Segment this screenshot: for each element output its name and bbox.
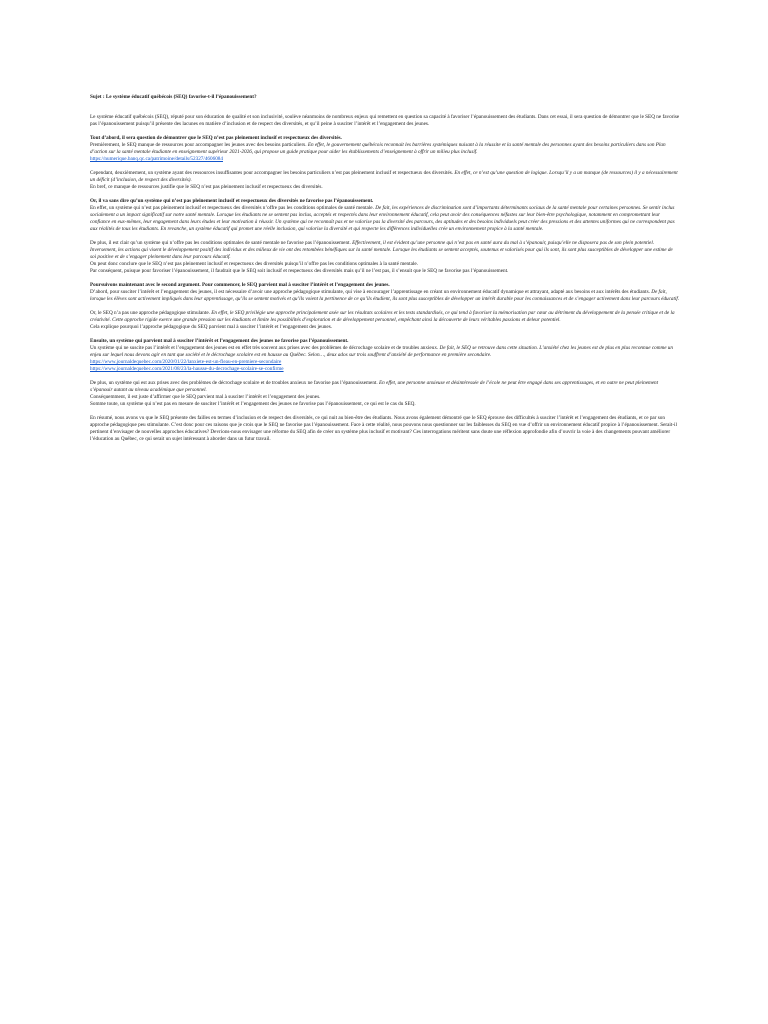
section1-p2-text: Cependant, deuxièmement, un système ayant des ressources insuffisantes pour accompagner les besoins particuliers n’est pas pleinement inclusif et respectueux des diversités. xyxy=(90,170,455,176)
section2-paragraph1 xyxy=(90,205,680,233)
section2-p2-text: De plus, il est clair qu’un système qui n’offre pas les conditions optimales de santé mentale ne favorise pas l’épanouissement. xyxy=(90,240,353,246)
section3-conclusion: Cela explique pourquoi l’approche pédagogique du SEQ parvient mal à susciter l’intérêt et l’engagement des jeunes. xyxy=(90,324,333,330)
section4-heading: Ensuite, un système qui parvient mal à susciter l’intérêt et l’engagement des jeunes ne favorise pas l’épanouissement. xyxy=(90,338,349,344)
section1-p1-italic: En effet, le gouvernement québécois reconnait les barrières systémiques nuisant à la réussite et la santé mentale des personnes ayant des besoins particuliers dans son Plan d’action sur la santé mentale étudiante en enseignement supérieur 2021-2026, qui propose un guide pratique pour aider les établissements d’enseignement à offrir un milieu plus inclusif. xyxy=(90,142,666,155)
section2-line3: Par conséquent, puisque pour favoriser l’épanouissement, il faudrait que le SEQ soit inclusif et respectueux des diversités mais qu’il ne l’est pas, il s’ensuit que le SEQ ne favorise pas l’épanouissement. xyxy=(90,268,509,274)
section4-paragraph2 xyxy=(90,380,680,394)
section4-p1-italic: De fait, le SEQ se retrouve dans cette situation. L’anxiété chez les jeunes est de plus en plus reconnue comme un enjeu sur lequel nous devons agir en tant que société et le décrochage scolaire est en hausse au Québec. Selon…, deux ados sur trois souffrent d’anxiété de performance en première secondaire. xyxy=(90,345,673,358)
section1-paragraph1 xyxy=(90,142,680,156)
journal-link-decrochage[interactable]: https://www.journaldequebec.com/2021/08/23/la-hausse-du-decrochage-scolaire-se-confirme xyxy=(90,366,284,372)
section2-p2-italic: Effectivement, il est évident qu’une personne qui n’est pas en santé aura du mal à s’épanouir, puisqu’elle ne disposera pas de son plein potentiel. Inversement, les actions qui visent le développement positif des individus et des milieux de vie ont des retombées bénéfiques sur la santé mentale. Lorsque les étudiants se sentent acceptés, soutenus et valorisés pour qui ils sont, ils sont plus susceptibles de développer une estime de soi positive et de s’engager pleinement dans leur parcours éducatif. xyxy=(90,240,673,260)
section2-line2: On peut donc conclure que le SEQ n’est pas pleinement inclusif et respectueux des diversités puisqu’il n’offre pas les conditions optimales à la santé mentale. xyxy=(90,261,418,267)
banq-link[interactable]: https://numerique.banq.qc.ca/patrimoine/details/52327/4606084 xyxy=(90,156,223,162)
section1-p2-italic: En effet, ce n’est qu’une question de logique. Lorsqu’il y a un manque (de ressources) il y a nécessairement un déficit (d’inclusion, de respect des diversités). xyxy=(90,170,678,183)
section4-p1-text: Un système qui ne suscite pas l’intérêt et l’engagement des jeunes est en effet très souvent aux prises avec des problèmes de décrochage scolaire et de troubles anxieux. xyxy=(90,345,440,351)
section1-heading: Tout d’abord, il sera question de démontrer que le SEQ n’est pas pleinement inclusif et respectueux des diversités. xyxy=(90,135,342,141)
section3-p2-italic: En effet, le SEQ privilégie une approche principalement axée sur les résultats scolaires et les tests standardisés, ce qui tend à favoriser la mémorisation par cœur au détriment du développement de la pensée critique et de la créativité. Cette approche rigide exerce une grande pression sur les étudiants et limite les possibilités d’exploration et de développement personnel, empêchant ainsi la découverte de leurs véritables passions et deleur potentiel. xyxy=(90,310,675,323)
section3-p1-italic: De fait, lorsque les élèves sont activement impliqués dans leur apprentissage, qu’ils se sentent motivés et qu’ils voient la pertinence de ce qu’ils étudient, ils sont plus susceptibles de développer un intérêt durable pour les connaissances et de s’engager activement dans leur parcours éducatif. xyxy=(90,289,680,302)
section4-line2: Conséquemment, il est juste d’affirmer que le SEQ parvient mal à susciter l’intérêt et l’engagement des jeunes. xyxy=(90,394,321,400)
section2-paragraph2 xyxy=(90,240,680,261)
section2-p1-italic: De fait, les expériences de discrimination sont d’importants déterminants sociaux de la santé mentale pour certaines personnes. Se sentir inclus socialement a un impact significatif sur notre santé mentale. Lorsque les étudiants ne se sentent pas inclus, acceptés et respectés dans leur environnement éducatif, cela peut avoir des conséquences néfastes sur leur bien-être psychologique, notamment en compromettant leur confiance en eux-mêmes, leur engagement dans leurs études et leur motivation à réussir. Un système qui ne reconnaît pas et ne valorise pas la diversité des parcours, des aptitudes et des besoins individuels peut créer des pressions et des attentes uniformes qui ne correspondent pas aux réalités de tous les étudiants. En revanche, un système éducatif qui promet une réelle inclusion, qui valorise la diversité et qui respecte les différences individuelles crée un environnement propice à la santé mentale. xyxy=(90,205,675,232)
section3-paragraph2 xyxy=(90,310,680,324)
section1-paragraph2 xyxy=(90,170,680,184)
section4-paragraph1 xyxy=(90,345,680,359)
conclusion-paragraph: En résumé, nous avons vu que le SEQ présente des failles en termes d’inclusion et de respect des diversités, ce qui nuit au bien-être des étudiants. Nous avons également démontré que le SEQ éprouve des difficultés à susciter l’intérêt et l’engagement des étudiants, et ce par son approche pédagogique peu stimulante. C’est donc pour ces raisons que je crois que le SEQ ne favorise pas l’épanouissement. Face à cette réalité, nous pouvons nous questionner sur les faiblesses du SEQ en vue d’offrir un environnement éducatif propice à l’épanouissement. Serait-il pertinent d’envisager de nouvelles approches éducatives? Devrions-nous envisager une réforme du SEQ afin de créer un système plus inclusif et motivant? Ces interrogations méritent sans doute une réflexion approfondie afin d’ouvrir la voie à des changements pouvant améliorer l’éducation au Québec, ce qui serait un sujet intéressant à aborder dans un futur travail. xyxy=(90,415,677,442)
section1-conclusion: En bref, ce manque de ressources justifie que le SEQ n’est pas pleinement inclusif et respectueux des diversités. xyxy=(90,184,323,190)
section3-heading: Poursuivons maintenant avec le second argument. Pour commencer, le SEQ parvient mal à susciter l’intérêt et l’engagement des jeunes. xyxy=(90,282,390,288)
document-body xyxy=(90,94,680,443)
journal-link-anxiete[interactable]: https://www.journaldequebec.com/2020/01/22/lanxiete-est-un-fleau-en-premiere-secondaire xyxy=(90,359,282,365)
section2-heading: Or, il va sans dire qu’un système qui n’est pas pleinement inclusif et respectueux des diversités ne favorise pas l’épanouissement. xyxy=(90,198,374,204)
section4-p2-italic: En effet, une personne anxieuse et désintéressée de l’école ne peut être engagé dans ses apprentissages, et en outre ne peut pleinement s’épanouir autant au niveau académique que personnel. xyxy=(90,380,659,393)
section2-p1-text: En effet, un système qui n’est pas pleinement inclusif et respectueux des diversités n’offre pas les conditions optimales de santé mentale. xyxy=(90,205,376,211)
section3-p2-text: Or, le SEQ n’a pas une approche pédagogique stimulante. xyxy=(90,310,212,316)
intro-paragraph: Le système éducatif québécois (SEQ), réputé pour son éducation de qualité et son inclusivité, soulève néanmoins de nombreux enjeux qui remettent en question sa capacité à favoriser l’épanouissement des étudiants. Dans cet essai, il sera question de démontrer que le SEQ ne favorise pas l’épanouissement puisqu’il présente des lacunes en matière d’inclusion et de respect des diversités, et qu’il peine à susciter l’intérêt et l’engagement des jeunes. xyxy=(90,114,680,127)
section4-line3: Somme toute, un système qui n’est pas en mesure de susciter l’intérêt et l’engagement des jeunes ne favorise pas l’épanouissement, ce qui est le cas du SEQ. xyxy=(90,401,416,407)
section1-p1-text: Premièrement, le SEQ manque de ressources pour accompagner les jeunes avec des besoins particuliers. xyxy=(90,142,308,148)
section3-paragraph1 xyxy=(90,289,680,303)
section4-p2-text: De plus, un système qui est aux prises avec des problèmes de décrochage scolaire et de troubles anxieux ne favorise pas l’épanouissement. xyxy=(90,380,379,386)
essay-title: Sujet : Le système éducatif québécois (SEQ) favorise-t-il l’épanouissement? xyxy=(90,94,257,100)
section3-p1-text: D’abord, pour susciter l’intérêt et l’engagement des jeunes, il est nécessaire d’avoir une approche pédagogique stimulante, qui vise à encourager l’apprentissage en créant un environnement éducatif dynamique et attrayant, adapté aux besoins et aux intérêts des étudiants. xyxy=(90,289,652,295)
